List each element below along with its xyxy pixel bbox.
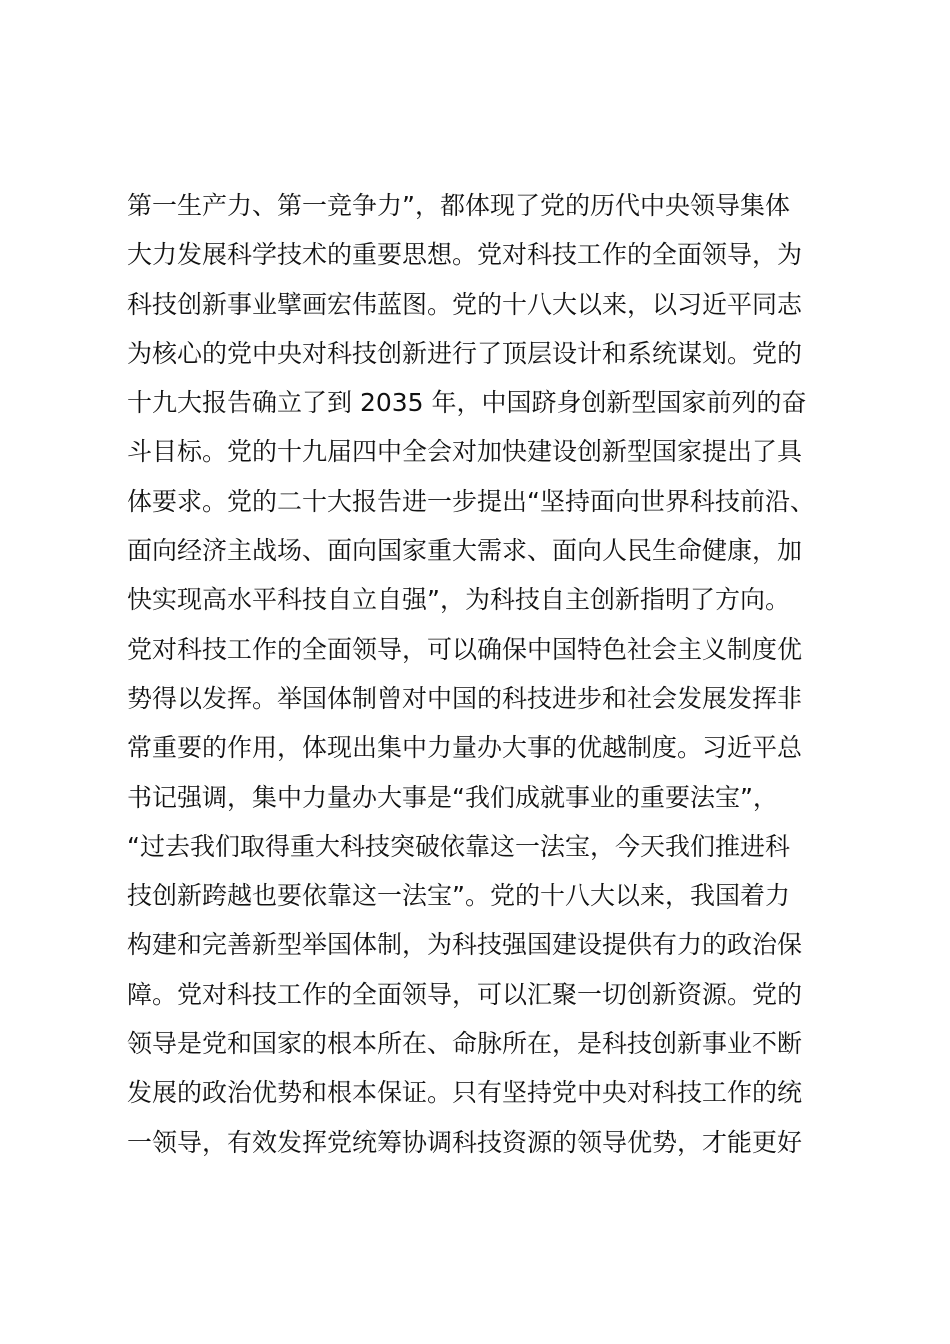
text-line: 大力发展科学技术的重要思想。党对科技工作的全面领导，为: [127, 240, 803, 270]
text-line: 技创新跨越也要依靠这一法宝”。党的十八大以来，我国着力: [127, 881, 790, 911]
text-line: 常重要的作用，体现出集中力量办大事的优越制度。习近平总: [127, 733, 803, 763]
text-line: 为核心的党中央对科技创新进行了顶层设计和系统谋划。党的: [127, 338, 803, 368]
text-line: 面向经济主战场、面向国家重大需求、面向人民生命健康，加: [127, 536, 803, 566]
text-line: 发展的政治优势和根本保证。只有坚持党中央对科技工作的统: [127, 1078, 803, 1108]
body-text: [127, 181, 847, 1167]
text-line: 障。党对科技工作的全面领导，可以汇聚一切创新资源。党的: [127, 979, 803, 1009]
text-line: 科技创新事业擘画宏伟蓝图。党的十八大以来，以习近平同志: [127, 289, 803, 319]
text-line: 领导是党和国家的根本所在、命脉所在，是科技创新事业不断: [127, 1029, 803, 1059]
text-line: 快实现高水平科技自立自强”，为科技自主创新指明了方向。: [127, 585, 790, 615]
text-line: 书记强调，集中力量办大事是“我们成就事业的重要法宝”，: [127, 782, 778, 812]
text-line: “过去我们取得重大科技突破依靠这一法宝，今天我们推进科: [127, 831, 790, 861]
text-line: 党对科技工作的全面领导，可以确保中国特色社会主义制度优: [127, 634, 803, 664]
text-line: 构建和完善新型举国体制，为科技强国建设提供有力的政治保: [127, 930, 803, 960]
text-line: 体要求。党的二十大报告进一步提出“坚持面向世界科技前沿、: [127, 486, 815, 516]
text-line: 十九大报告确立了到 2035 年，中国跻身创新型国家前列的奋: [127, 388, 807, 418]
text-line: 一领导，有效发挥党统筹协调科技资源的领导优势，才能更好: [127, 1127, 803, 1157]
text-line: 斗目标。党的十九届四中全会对加快建设创新型国家提出了具: [127, 437, 803, 467]
text-line: 势得以发挥。举国体制曾对中国的科技进步和社会发展发挥非: [127, 683, 803, 713]
text-line: 第一生产力、第一竞争力”，都体现了党的历代中央领导集体: [127, 191, 790, 220]
